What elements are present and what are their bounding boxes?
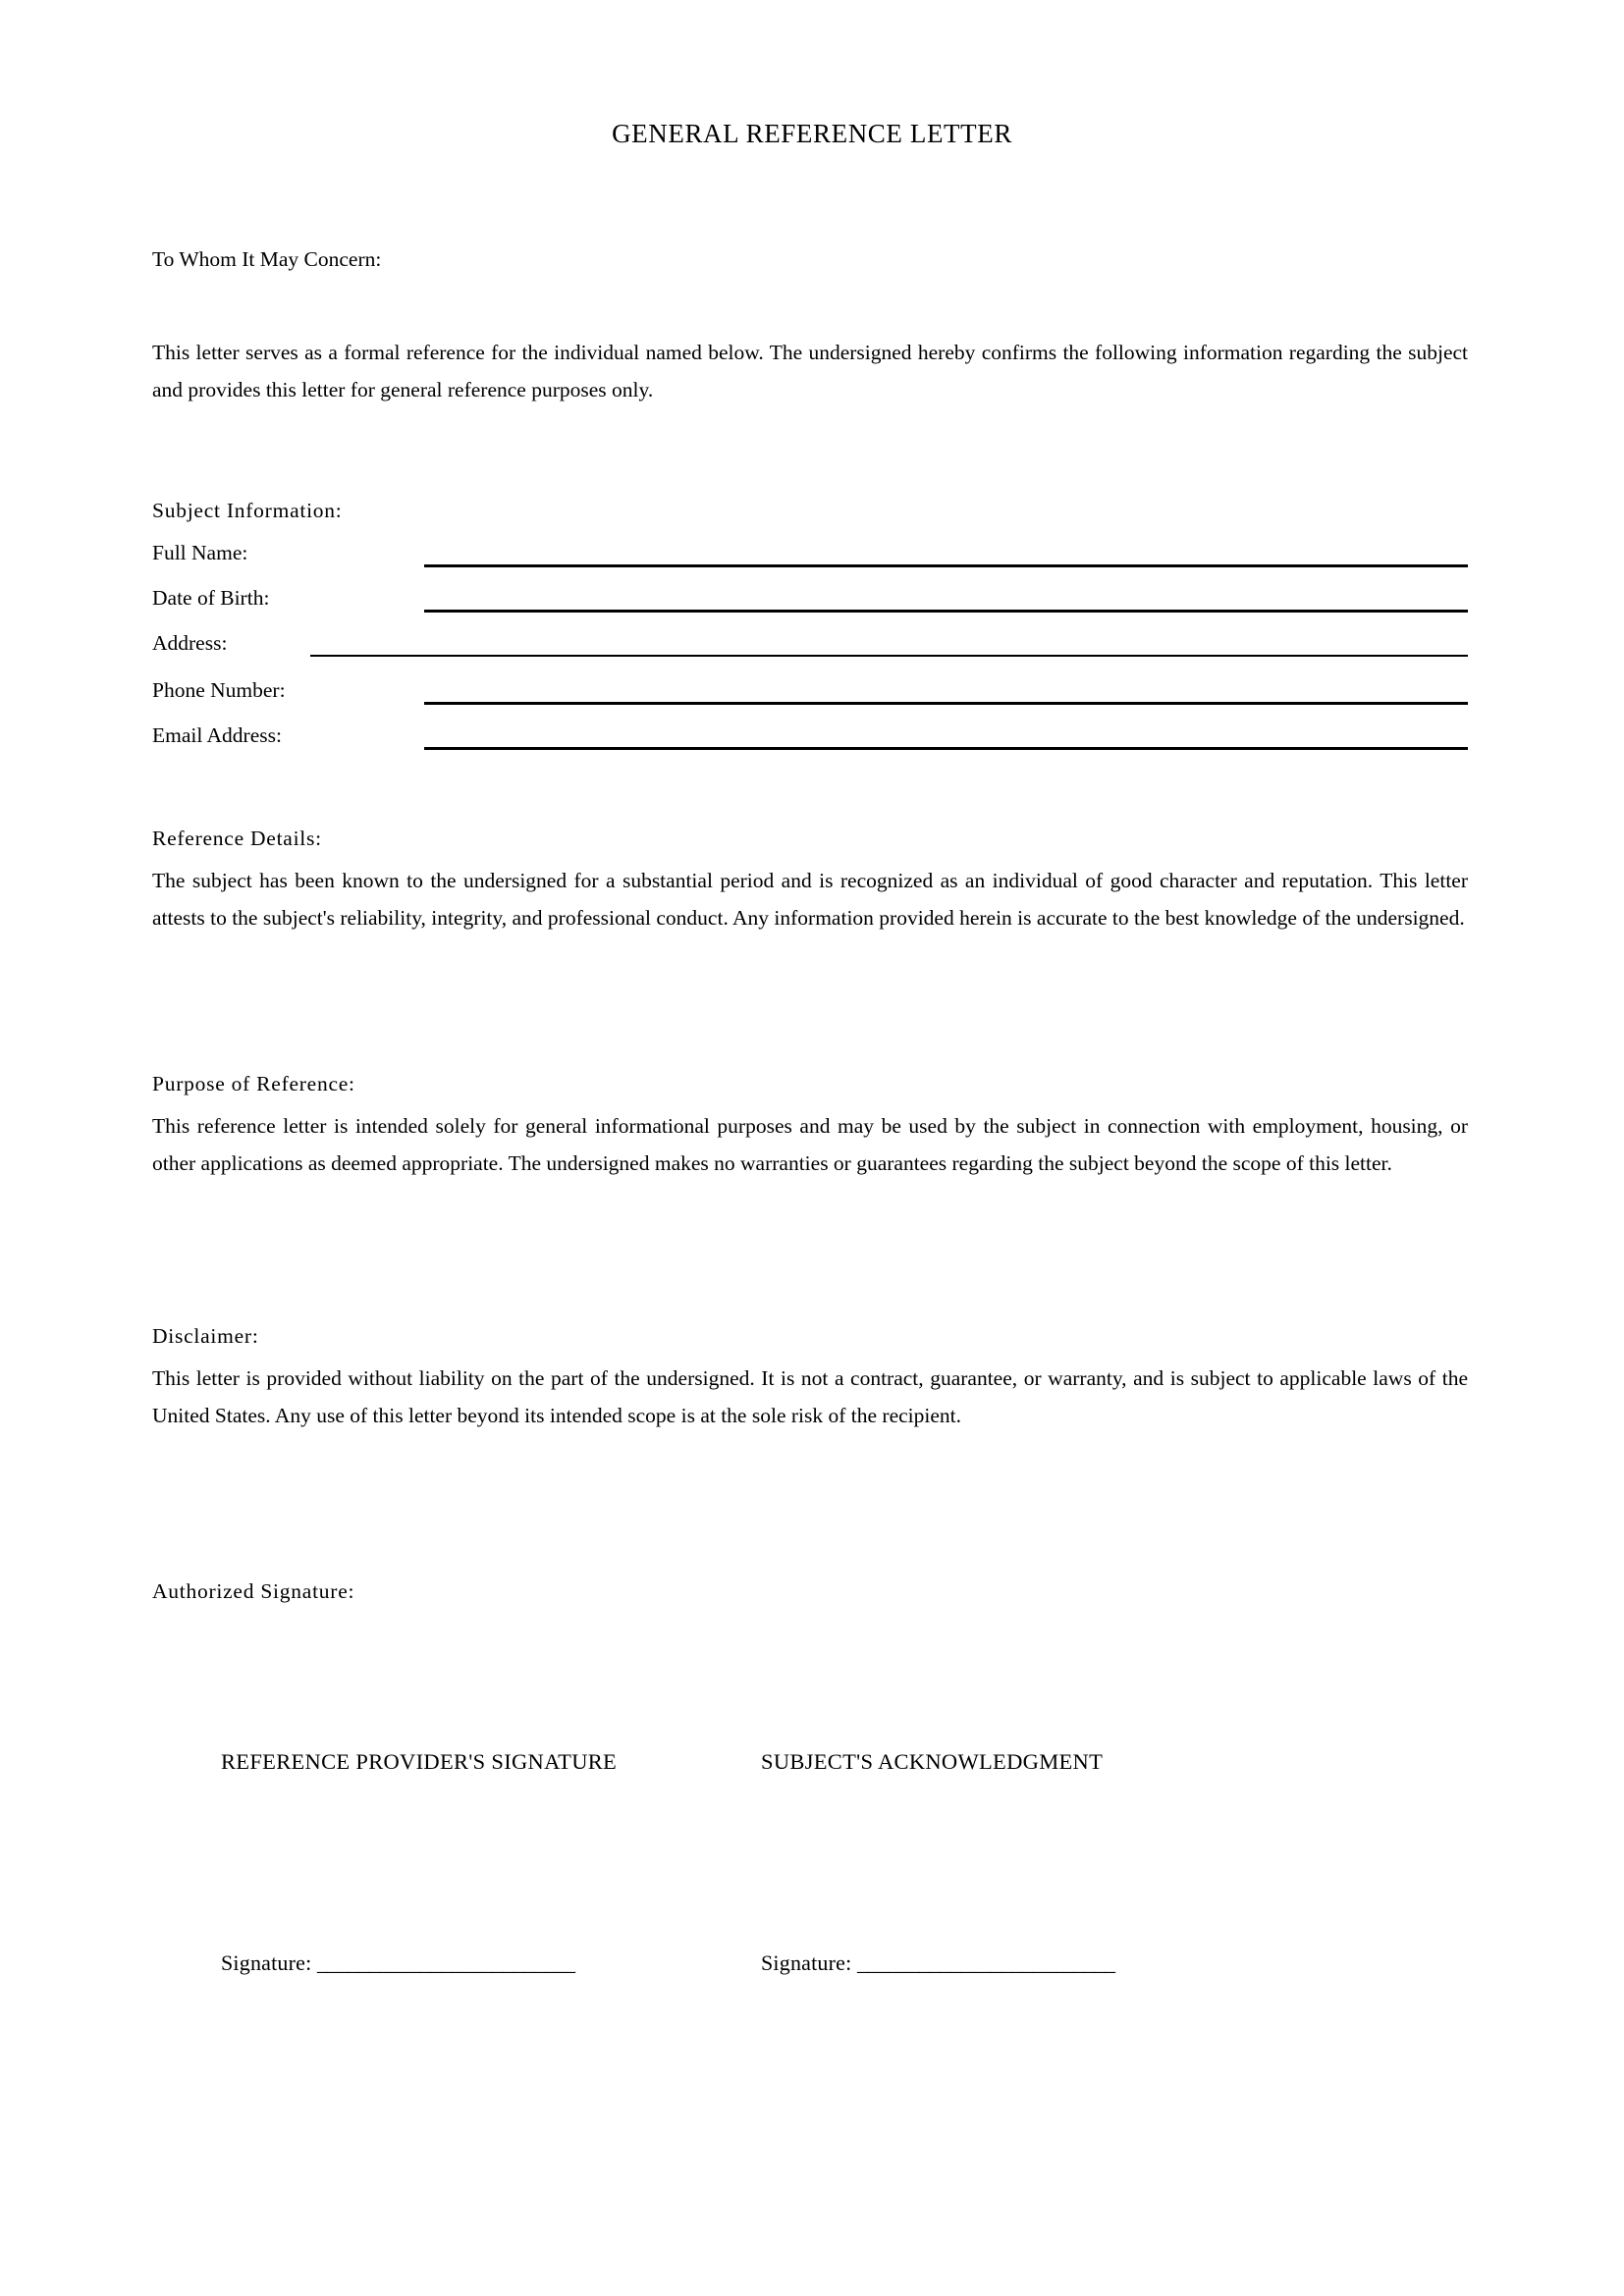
reference-details-paragraph: The subject has been known to the undersigned for a substantial period and is recognized as an individual of good character and reputation. This letter attests to the subject's reliability, integrity, and professional conduct. Any information provided herein is accurate to the best knowledge of the undersigned. [152,869,1468,930]
field-row-full-name [152,538,1468,581]
subject-signature-blank[interactable]: _________________________ [856,1950,1115,1975]
field-label-email-address: Email Address: [152,723,282,747]
purpose-of-reference-heading: Purpose of Reference: [152,1072,355,1095]
subject-signature-line[interactable] [761,1949,1114,1978]
disclaimer-heading: Disclaimer: [152,1324,259,1348]
field-label-phone-number: Phone Number: [152,678,286,702]
field-input-address[interactable] [310,655,1468,657]
field-input-email-address[interactable] [424,747,1468,750]
salutation: To Whom It May Concern: [152,247,382,271]
provider-signature-line[interactable] [221,1949,574,1978]
subject-signature-label: Signature: [761,1950,852,1975]
field-input-full-name[interactable] [424,564,1468,567]
field-label-full-name: Full Name: [152,541,248,564]
signature-column-subject [761,1747,1350,1975]
field-row-date-of-birth [152,583,1468,626]
field-row-email-address [152,721,1468,764]
reference-details-heading: Reference Details: [152,827,322,850]
field-row-phone-number [152,675,1468,719]
provider-signature-blank[interactable]: _________________________ [316,1950,575,1975]
field-label-address: Address: [152,631,228,655]
field-row-address [152,628,1468,671]
purpose-of-reference-paragraph: This reference letter is intended solely for general informational purposes and may be used by the subject in connection with employment, housing, or other applications as deemed appropriate. The undersigned makes no warranties or guarantees regarding the subject beyond the scope of this letter. [152,1114,1468,1175]
disclaimer-paragraph: This letter is provided without liability on the part of the undersigned. It is not a contract, guarantee, or warranty, and is subject to applicable laws of the United States. Any use of this letter beyond its intended scope is at the sole risk of the recipient. [152,1366,1468,1427]
field-input-phone-number[interactable] [424,702,1468,705]
subject-acknowledgment-title: SUBJECT'S ACKNOWLEDGMENT [761,1749,1104,1774]
authorized-signature-heading: Authorized Signature: [152,1579,355,1603]
field-input-date-of-birth[interactable] [424,610,1468,613]
signature-column-provider [221,1747,810,1975]
field-label-date-of-birth: Date of Birth: [152,586,270,610]
provider-signature-label: Signature: [221,1950,312,1975]
intro-paragraph: This letter serves as a formal reference for the individual named below. The undersigned hereby confirms the following information regarding the subject and provides this letter for general reference purposes only. [152,341,1468,401]
subject-information-heading: Subject Information: [152,499,343,522]
provider-signature-title: REFERENCE PROVIDER'S SIGNATURE [221,1749,618,1774]
page-title: GENERAL REFERENCE LETTER [612,119,1012,148]
signature-block [152,1747,1468,1988]
